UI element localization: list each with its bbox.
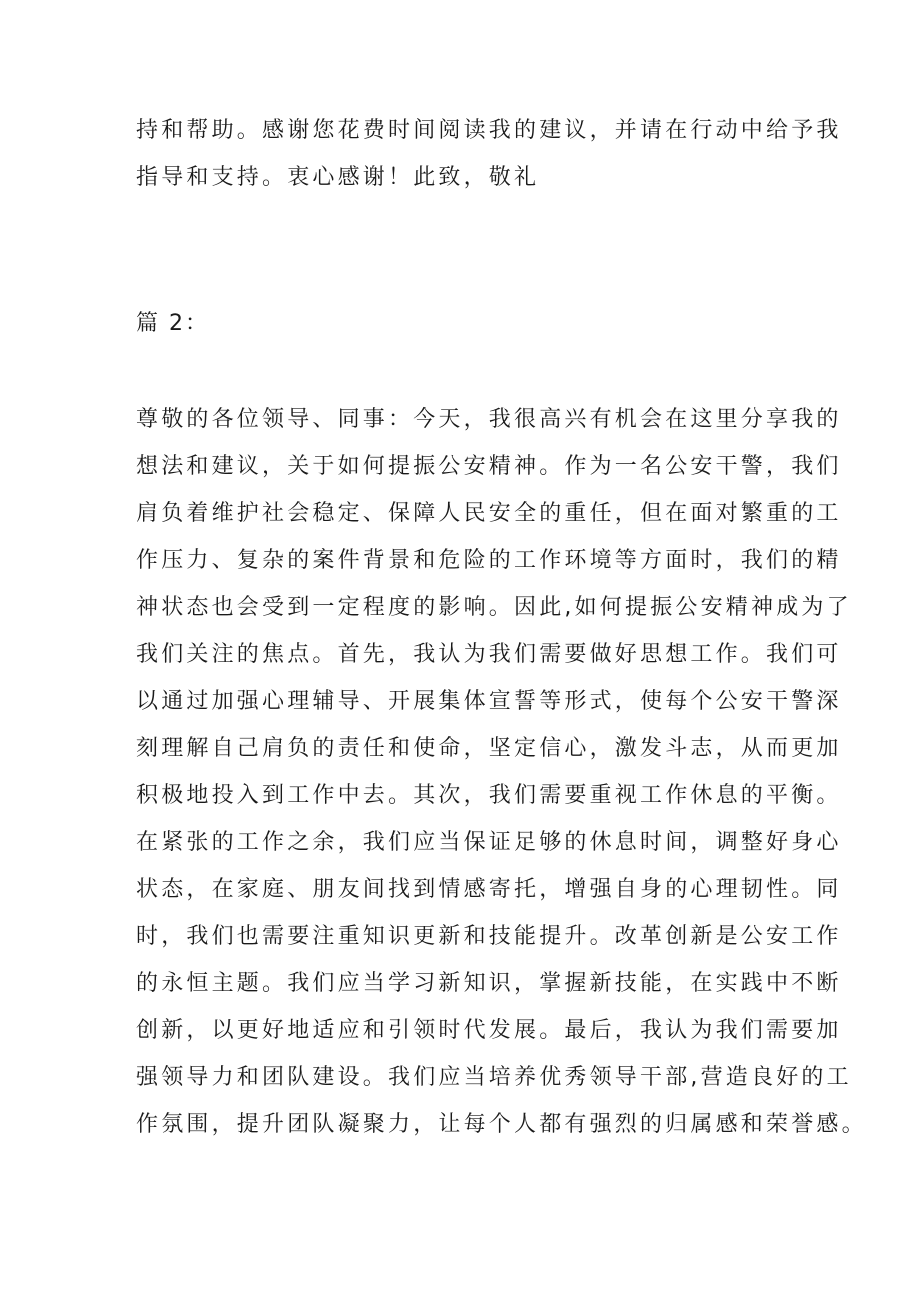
- body-line-15: 强领导力和团队建设。我们应当培养优秀领导干部,营造良好的工: [136, 1065, 852, 1090]
- body-line-11: 状态，在家庭、朋友间找到情感寄托，增强自身的心理韧性。同: [136, 877, 842, 902]
- body-line-12: 时，我们也需要注重知识更新和技能提升。改革创新是公安工作: [136, 924, 842, 949]
- body-line-1: 尊敬的各位领导、同事：今天，我很高兴有机会在这里分享我的: [136, 407, 842, 432]
- section-heading: 篇 2：: [136, 311, 209, 336]
- body-line-8: 刻理解自己肩负的责任和使命，坚定信心，激发斗志，从而更加: [136, 736, 842, 761]
- body-line-10: 在紧张的工作之余，我们应当保证足够的休息时间，调整好身心: [136, 830, 842, 855]
- body-line-9: 积极地投入到工作中去。其次，我们需要重视工作休息的平衡。: [136, 783, 842, 808]
- body-line-5: 神状态也会受到一定程度的影响。因此,如何提振公安精神成为了: [136, 595, 852, 620]
- body-line-2: 想法和建议，关于如何提振公安精神。作为一名公安干警，我们: [136, 454, 842, 479]
- body-line-7: 以通过加强心理辅导、开展集体宣誓等形式，使每个公安干警深: [136, 689, 842, 714]
- body-line-4: 作压力、复杂的案件背景和危险的工作环境等方面时，我们的精: [136, 548, 842, 573]
- body-line-13: 的永恒主题。我们应当学习新知识，掌握新技能，在实践中不断: [136, 971, 842, 996]
- body-line-3: 肩负着维护社会稳定、保障人民安全的重任，但在面对繁重的工: [136, 501, 842, 526]
- intro-line-1: 持和帮助。感谢您花费时间阅读我的建议，并请在行动中给予我: [136, 118, 842, 143]
- body-line-6: 我们关注的焦点。首先，我认为我们需要做好思想工作。我们可: [136, 642, 842, 667]
- intro-line-2: 指导和支持。衷心感谢！此致，敬礼: [136, 165, 540, 190]
- body-line-14: 创新，以更好地适应和引领时代发展。最后，我认为我们需要加: [136, 1018, 842, 1043]
- body-line-16: 作氛围，提升团队凝聚力，让每个人都有强烈的归属感和荣誉感。: [136, 1112, 867, 1137]
